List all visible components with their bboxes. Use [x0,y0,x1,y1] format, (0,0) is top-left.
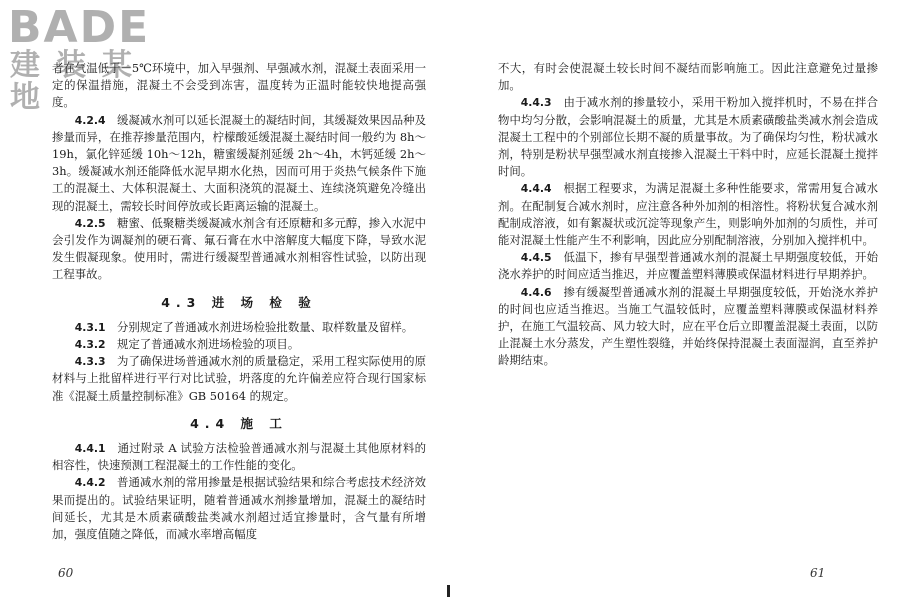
clause-number: 4.4.3 [520,96,552,110]
paragraph-4-3-2: 4.3.2 规定了普通减水剂进场检验的项目。 [74,337,300,352]
page-number-right: 61 [810,566,826,580]
paragraph-4-4-4: 4.4.4 根据工程要求，为满足混凝土多种性能要求，常需用复合减水剂。在配制复合减水剂时，应注意各种外加剂的相溶性。将粉状复合减水剂配制成溶液，如有絮凝状或沉淀等现象产生，则影响外加剂的匀质性，并可能对混凝土性能产生不利影响，因此应分别配制溶液，分别加入搅拌机中。 [498,181,878,248]
right-page [450,0,900,600]
paragraph-4-3-3: 4.3.3 为了确保进场普通减水剂的质量稳定，采用工程实际使用的原材料与上批留样进行平行对比试验，坍落度的允许偏差应符合现行国家标准《混凝土质量控制标准》GB 50164 的规定。 [52,354,426,403]
section-heading-4-3: 4.3 进 场 检 验 [161,294,317,310]
paragraph-4-4-1: 4.4.1 通过附录 A 试验方法检验普通减水剂与混凝土其他原材料的相容性，快速预测工程混凝土的工作性能的变化。 [52,441,426,473]
paragraph-4-4-3: 4.4.3 由于减水剂的掺量较小，采用干粉加入搅拌机时，不易在拌合物中均匀分散，会影响混凝土的质量，尤其是木质素磺酸盐类减水剂会造成混凝土工程中的个别部位长期不凝的质量事故。为了确保均匀性，粉状减水剂，特别是粉状早强型减水剂直接掺入混凝土干料中时，应延长混凝土搅拌时间。 [498,95,878,179]
clause-number: 4.2.4 [74,113,106,127]
clause-number: 4.4.5 [520,251,552,265]
paragraph-4-4-6: 4.4.6 掺有缓凝型普通减水剂的混凝土早期强度较低，开始浇水养护的时间也应适当推迟。当施工气温较低时，应覆盖塑料薄膜或保温材料养护，在施工气温较高、风力较大时，应在平仓后立即覆盖混凝土表面，以防止混凝土水分蒸发，产生塑性裂缝，并始终保持混凝土表面湿润，直至养护龄期结束。 [498,284,878,368]
section-heading-4-4: 4.4 施 工 [190,415,288,431]
paragraph: 不大，有时会使混凝土较长时间不凝结而影响施工。因此注意避免过量掺加。 [498,61,878,93]
paragraph-4-2-4: 4.2.4 缓凝减水剂可以延长混凝土的凝结时间，其缓凝效果因品种及掺量而异，在推荐掺量范围内，柠檬酸延缓混凝土凝结时间一般约为 8h～19h，氯化锌延缓 10h～12h，糖蜜缓凝剂延缓 2h～4h，木钙延缓 2h～3h。缓凝减水剂还能降低水泥早期水化热，因而可用于炎热气候条件下施工的混凝土、大体积混凝土、大面积浇筑的混凝土、连续浇筑避免冷缝出现的混凝土，需较长时间停放或长距离运输的混凝土。 [52,112,426,213]
clause-number: 4.3.1 [74,320,106,334]
right-text-column [498,60,878,370]
clause-number: 4.4.6 [520,285,552,299]
paragraph-4-2-5: 4.2.5 糖蜜、低聚糖类缓凝减水剂含有还原糖和多元醇，掺入水泥中会引发作为调凝剂的硬石膏、氟石膏在水中溶解度大幅度下降，导致水泥发生假凝现象。使用时，需进行缓凝型普通减水剂相容性试验，以防出现工程事故。 [52,215,426,282]
paragraph-4-3-1: 4.3.1 分别规定了普通减水剂进场检验批数量、取样数量及留样。 [74,319,414,334]
left-text-column [52,60,426,543]
clause-number: 4.4.4 [520,182,552,196]
paragraph: 者在气温低于－5℃环境中，加入早强剂、早强减水剂，混凝土表面采用一定的保温措施，混凝土不会受到冻害，温度转为正温时能较快地提高强度。 [52,61,426,110]
paragraph-4-4-2: 4.4.2 普通减水剂的常用掺量是根据试验结果和综合考虑技术经济效果而提出的。试验结果证明，随着普通减水剂掺量增加，混凝土的凝结时间延长，尤其是木质素磺酸盐类减水剂超过适宜掺量时，含气量有所增加，强度值随之降低，而减水率增高幅度 [52,475,426,542]
clause-number: 4.4.2 [74,476,106,490]
clause-number: 4.4.1 [74,442,106,456]
logo-text-bottom: 建装某地 [10,48,148,115]
clause-number: 4.3.3 [74,355,106,369]
paragraph-4-4-5: 4.4.5 低温下，掺有早强型普通减水剂的混凝土早期强度较低，开始浇水养护的时间应适当推迟，并应覆盖塑料薄膜或保温材料进行早期养护。 [498,250,878,282]
clause-number: 4.2.5 [74,216,106,230]
clause-number: 4.3.2 [74,338,106,352]
page-number-left: 60 [58,566,74,580]
logo-text-top: BADE [8,2,151,53]
